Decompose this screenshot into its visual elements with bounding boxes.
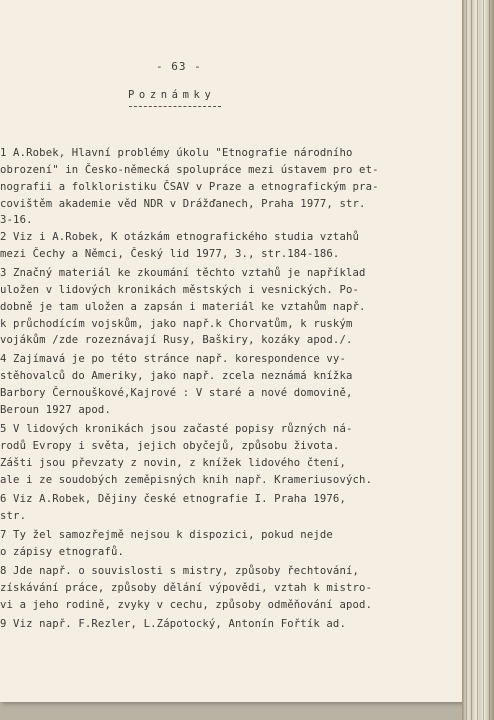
note-line: stěhovalců do Ameriky, jako např. zcela neznámá knížka: [0, 370, 353, 382]
page-number: - 63 -: [156, 60, 202, 73]
note-line: vi a jeho rodině, zvyky v cechu, způsoby odměňování apod.: [0, 599, 373, 611]
heading-underline: [129, 106, 221, 107]
note-line: 6 Viz A.Robek, Dějiny české etnografie I. Praha 1976,: [0, 493, 346, 505]
note-line: ale i ze soudobých zeměpisných knih např. Krameriusových.: [0, 474, 373, 486]
note-line: 4 Zajímavá je po této stránce např. korespondence vy-: [0, 353, 346, 365]
note-line: o zápisy etnografů.: [0, 546, 125, 558]
note-line: 2 Viz i A.Robek, K otázkám etnografického studia vztahů: [0, 231, 360, 243]
binding-line: [477, 0, 478, 720]
note-line: 7 Ty žel samozřejmě nejsou k dispozici, pokud nejde: [0, 529, 333, 541]
book-binding-edge: [462, 0, 494, 720]
binding-line: [471, 0, 472, 720]
note-line: Beroun 1927 apod.: [0, 404, 111, 416]
note-line: str.: [0, 510, 27, 522]
note-line: 3-16.: [0, 214, 33, 226]
binding-line: [483, 0, 484, 720]
note-line: 5 V lidových kronikách jsou začasté popisy různých ná-: [0, 423, 353, 435]
note-line: získávání práce, způsoby dělání výpovědi, vztah k mistro-: [0, 582, 373, 594]
note-line: Barbory Černouškové,Kajrové : V staré a nové domovině,: [0, 387, 353, 399]
note-line: dobně je tam uložen a zapsán i materiál ke vztahům např.: [0, 301, 366, 313]
note-line: 9 Viz např. F.Rezler, L.Zápotocký, Antonín Fořtík ad.: [0, 618, 346, 630]
note-line: covištěm akademie věd NDR v Drážďanech, Praha 1977, str.: [0, 198, 366, 210]
binding-line: [489, 0, 490, 720]
note-line: vojákům /zde rozeznávají Rusy, Baškiry, kozáky apod./.: [0, 334, 353, 346]
note-line: 8 Jde např. o souvislosti s mistry, způsoby řechtování,: [0, 565, 360, 577]
note-line: nografii a folkloristiku ČSAV v Praze a etnografickým pra-: [0, 181, 379, 193]
note-line: 1 A.Robek, Hlavní problémy úkolu "Etnografie národního: [0, 147, 353, 159]
note-line: uložen v lidových kronikách městských i vesnických. Po-: [0, 284, 360, 296]
note-line: k průchodícím vojskům, jako např.k Chorvatům, k ruským: [0, 318, 353, 330]
note-line: obrození" in Česko-německá spolupráce mezi ústavem pro et-: [0, 164, 379, 176]
note-line: Zášti jsou převzaty z novin, z knížek lidového čtení,: [0, 457, 346, 469]
note-line: 3 Značný materiál ke zkoumání těchto vztahů je například: [0, 267, 366, 279]
note-line: rodů Evropy i světa, jejich obyčejů, způsobu života.: [0, 440, 340, 452]
binding-line: [466, 0, 467, 720]
note-line: mezi Čechy a Němci, Český lid 1977, 3., str.184-186.: [0, 248, 340, 260]
page-heading: Poznámky: [128, 89, 216, 101]
